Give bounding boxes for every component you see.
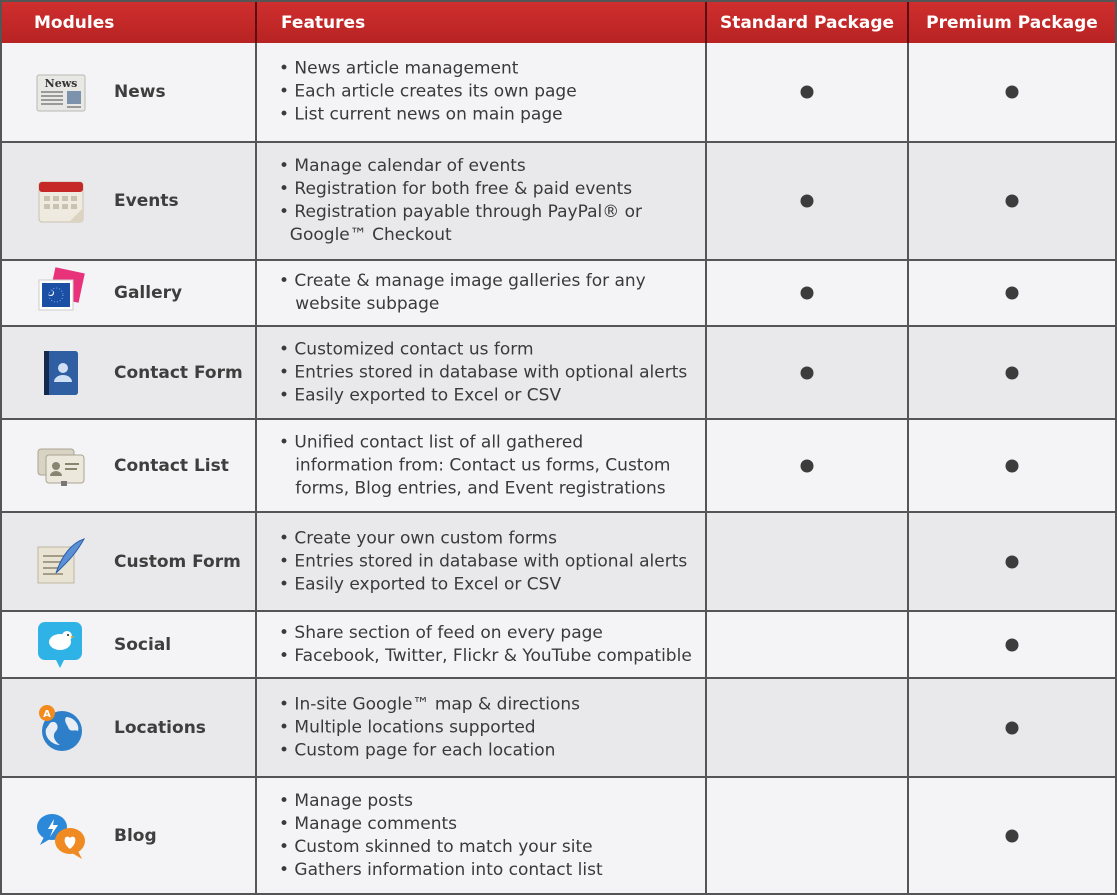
table-header (2, 2, 1115, 43)
contact-cards-icon (34, 439, 88, 493)
table-row (2, 612, 1115, 677)
included-dot-icon (1006, 555, 1019, 568)
module-cell (2, 679, 257, 776)
module-cell (2, 43, 257, 141)
feature-item: • Multiple locations supported (279, 717, 536, 737)
standard-package-cell (707, 420, 909, 511)
feature-item: • Manage calendar of events (279, 156, 526, 176)
feature-item: • Facebook, Twitter, Flickr & YouTube compatible (279, 645, 692, 666)
feature-list (279, 155, 642, 247)
premium-package-cell (909, 261, 1115, 325)
premium-package-cell (909, 612, 1115, 677)
photo-gallery-icon (34, 266, 88, 320)
table-row (2, 261, 1115, 325)
table-row (2, 778, 1115, 893)
standard-package-cell (707, 327, 909, 418)
feature-item: • Manage comments (279, 813, 457, 834)
module-name: Locations (114, 717, 206, 738)
included-dot-icon (801, 287, 814, 300)
module-name: Gallery (114, 283, 183, 303)
module-cell (2, 612, 257, 677)
feature-item: • List current news on main page (279, 104, 563, 125)
header-features: Features (257, 2, 707, 43)
premium-package-cell (909, 143, 1115, 259)
feature-item: • Share section of feed on every page (279, 622, 603, 643)
feature-item: information from: Contact us forms, Custom (279, 455, 671, 475)
included-dot-icon (1006, 86, 1019, 99)
included-dot-icon (1006, 721, 1019, 734)
module-cell (2, 778, 257, 893)
features-cell (257, 327, 707, 418)
feature-list (279, 58, 577, 127)
included-dot-icon (1006, 829, 1019, 842)
feature-list (279, 431, 670, 500)
features-cell (257, 612, 707, 677)
header-standard-package: Standard Package (707, 2, 909, 43)
feature-item: • Registration for both free & paid events (279, 179, 633, 199)
feature-item: forms, Blog entries, and Event registrations (279, 478, 666, 498)
standard-package-cell (707, 513, 909, 610)
feature-item: • Custom page for each location (279, 740, 556, 760)
module-name: Events (114, 191, 179, 211)
feature-item: • Entries stored in database with optional alerts (279, 362, 688, 382)
module-name: Contact Form (114, 362, 243, 383)
included-dot-icon (1006, 459, 1019, 472)
features-cell (257, 420, 707, 511)
module-name: News (114, 82, 166, 102)
table-row (2, 327, 1115, 418)
feature-list (279, 527, 687, 596)
table-row (2, 679, 1115, 776)
included-dot-icon (801, 366, 814, 379)
feature-item: • In-site Google™ map & directions (279, 694, 581, 714)
standard-package-cell (707, 261, 909, 325)
included-dot-icon (1006, 195, 1019, 208)
feature-item: • Gathers information into contact list (279, 859, 603, 880)
twitter-bird-icon (34, 618, 88, 672)
feature-item: • Registration payable through PayPal® or (279, 202, 643, 222)
features-cell (257, 261, 707, 325)
features-cell (257, 778, 707, 893)
quill-form-icon (34, 535, 88, 589)
feature-list (279, 790, 603, 882)
included-dot-icon (1006, 366, 1019, 379)
features-cell (257, 679, 707, 776)
table-row (2, 43, 1115, 141)
feature-item: • Create & manage image galleries for any (279, 271, 646, 291)
header-modules: Modules (2, 2, 257, 43)
header-premium-package: Premium Package (926, 12, 1098, 33)
included-dot-icon (1006, 638, 1019, 651)
standard-package-cell (707, 143, 909, 259)
feature-item: • Custom skinned to match your site (279, 836, 593, 857)
module-cell (2, 143, 257, 259)
table-row (2, 420, 1115, 511)
feature-list (279, 270, 646, 316)
feature-item: • News article management (279, 58, 519, 79)
feature-list (279, 693, 580, 762)
features-cell (257, 513, 707, 610)
standard-package-cell (707, 612, 909, 677)
table-row (2, 143, 1115, 259)
features-cell (257, 143, 707, 259)
module-cell (2, 420, 257, 511)
module-name: Blog (114, 825, 157, 846)
feature-item: • Entries stored in database with optional alerts (279, 551, 688, 571)
feature-item: • Create your own custom forms (279, 528, 557, 548)
feature-list (279, 338, 687, 407)
feature-item: • Each article creates its own page (279, 81, 577, 102)
included-dot-icon (801, 86, 814, 99)
feature-item: • Customized contact us form (279, 339, 534, 359)
newspaper-icon (34, 65, 88, 119)
chat-bubbles-icon (34, 809, 88, 863)
premium-package-cell (909, 43, 1115, 141)
feature-item: • Easily exported to Excel or CSV (279, 574, 562, 594)
premium-package-cell (909, 327, 1115, 418)
feature-list (279, 622, 692, 668)
standard-package-cell (707, 679, 909, 776)
svg-text:A: A (43, 708, 51, 720)
feature-item: • Unified contact list of all gathered (279, 432, 584, 452)
included-dot-icon (801, 195, 814, 208)
feature-item: • Manage posts (279, 790, 413, 811)
module-cell (2, 513, 257, 610)
premium-package-cell (909, 420, 1115, 511)
standard-package-cell (707, 778, 909, 893)
feature-item: Google™ Checkout (279, 225, 452, 245)
premium-package-cell (909, 513, 1115, 610)
premium-package-cell (909, 778, 1115, 893)
included-dot-icon (1006, 287, 1019, 300)
globe-pin-icon (34, 701, 88, 755)
module-name: Custom Form (114, 551, 241, 572)
svg-text:News: News (44, 77, 78, 90)
calendar-icon (34, 174, 88, 228)
standard-package-cell (707, 43, 909, 141)
table-row (2, 513, 1115, 610)
module-cell (2, 261, 257, 325)
feature-item: • Easily exported to Excel or CSV (279, 385, 562, 405)
module-name: Social (114, 634, 172, 655)
module-cell (2, 327, 257, 418)
features-cell (257, 43, 707, 141)
address-book-icon (34, 346, 88, 400)
feature-item: website subpage (279, 294, 440, 314)
premium-package-cell (909, 679, 1115, 776)
module-name: Contact List (114, 455, 229, 476)
included-dot-icon (801, 459, 814, 472)
